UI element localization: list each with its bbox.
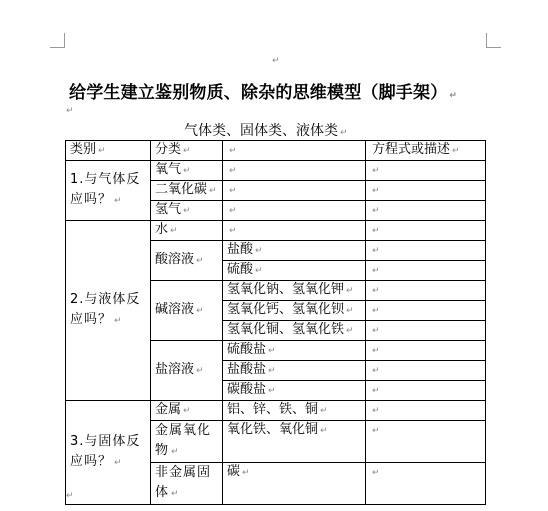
- cell-base-solution: [151, 281, 223, 341]
- cell-salt-item: [223, 361, 366, 381]
- paragraph-mark: ↵: [372, 326, 380, 336]
- paragraph-mark: ↵: [372, 406, 380, 416]
- cell-acid-solution: [151, 241, 223, 281]
- cell-metal-oxide-item: [223, 421, 366, 463]
- cell-equation: [366, 421, 486, 463]
- header-category: [66, 141, 151, 161]
- paragraph-mark: ↵: [320, 406, 328, 416]
- cell-salt-item: [223, 381, 366, 401]
- cell-equation: [366, 181, 486, 201]
- substance-table: [65, 140, 486, 505]
- table-row: [66, 161, 486, 181]
- paragraph-mark: ↵: [372, 306, 380, 316]
- paragraph-mark: ↵: [272, 56, 280, 66]
- paragraph-mark: ↵: [229, 146, 237, 156]
- paragraph-mark: ↵: [171, 447, 180, 457]
- paragraph-mark: ↵: [320, 426, 328, 436]
- paragraph-mark: ↵: [346, 326, 354, 336]
- cell-text: 硫酸: [227, 262, 254, 277]
- cell-text: 水: [155, 222, 169, 237]
- cell-equation: [366, 401, 486, 421]
- category-solid: [66, 401, 151, 505]
- paragraph-mark: ↵: [340, 128, 348, 138]
- paragraph-mark: ↵: [452, 146, 460, 156]
- paragraph-mark: ↵: [372, 426, 380, 436]
- paragraph-mark: ↵: [66, 106, 74, 116]
- cell-equation: [366, 241, 486, 261]
- cell-text: 盐溶液: [155, 362, 195, 377]
- cell-acid-hcl: [223, 241, 366, 261]
- paragraph-mark: ↵: [98, 146, 106, 156]
- paragraph-mark: ↵: [242, 468, 250, 478]
- cell-salt-solution: [151, 341, 223, 401]
- header-equation: [366, 141, 486, 161]
- cell-text: 盐酸盐: [227, 362, 267, 377]
- cell-equation: [366, 341, 486, 361]
- paragraph-mark: ↵: [268, 346, 276, 356]
- table-row: [66, 401, 486, 421]
- cell-text: 非金属固体: [155, 465, 212, 500]
- cell-text: 盐酸: [227, 242, 254, 257]
- cell-text: 硫酸盐: [227, 342, 267, 357]
- paragraph-mark: ↵: [372, 226, 380, 236]
- paragraph-mark: ↵: [449, 91, 458, 101]
- paragraph-mark: ↵: [229, 226, 237, 236]
- paragraph-mark: ↵: [372, 266, 380, 276]
- paragraph-mark: ↵: [196, 306, 204, 316]
- paragraph-mark: ↵: [255, 266, 263, 276]
- paragraph-mark: ↵: [183, 206, 191, 216]
- cell-equation: [366, 301, 486, 321]
- header-category-label: 类别: [70, 142, 97, 157]
- paragraph-mark: ↵: [229, 186, 237, 196]
- paragraph-mark: ↵: [372, 286, 380, 296]
- cell-text: 金属氧化物: [155, 423, 212, 458]
- paragraph-mark: ↵: [346, 286, 354, 296]
- cell-text: 碳: [227, 464, 241, 479]
- paragraph-mark: ↵: [170, 226, 178, 236]
- cell-equation: [366, 281, 486, 301]
- paragraph-mark: ↵: [372, 346, 380, 356]
- cell-metal-oxide: [151, 421, 223, 463]
- paragraph-mark: ↵: [183, 166, 191, 176]
- cell-text: 氢氧化铜、氢氧化铁: [227, 322, 345, 337]
- cell-text: 酸溶液: [155, 252, 195, 267]
- cell-equation: [366, 381, 486, 401]
- cell-water: [151, 221, 223, 241]
- paragraph-mark: ↵: [372, 468, 380, 478]
- paragraph-mark: ↵: [372, 206, 380, 216]
- table-caption: [184, 120, 348, 140]
- paragraph-mark: ↵: [114, 458, 123, 468]
- cell-blank: [223, 181, 366, 201]
- table-caption-text: 气体类、固体类、液体类: [184, 123, 338, 139]
- paragraph-mark: ↵: [114, 316, 123, 326]
- cell-equation: [366, 463, 486, 505]
- paragraph-mark: ↵: [229, 166, 237, 176]
- paragraph-mark: ↵: [66, 491, 74, 501]
- paragraph-mark: ↵: [196, 256, 204, 266]
- header-blank: [223, 141, 366, 161]
- category-liquid-label: 2.与液体反应吗？: [70, 292, 141, 327]
- page-corner-mark-top-right: [486, 33, 501, 48]
- cell-text: 二氧化碳: [155, 182, 208, 197]
- cell-blank: [223, 221, 366, 241]
- category-liquid: [66, 221, 151, 401]
- cell-text: 铝、锌、铁、铜: [227, 402, 319, 417]
- header-classification: [151, 141, 223, 161]
- cell-salt-item: [223, 341, 366, 361]
- cell-equation: [366, 261, 486, 281]
- cell-equation: [366, 161, 486, 181]
- cell-acid-h2so4: [223, 261, 366, 281]
- paragraph-mark: ↵: [372, 366, 380, 376]
- document-title-text: 给学生建立鉴别物质、除杂的思维模型（脚手架）: [69, 83, 448, 103]
- cell-nonmetal: [151, 463, 223, 505]
- cell-base-item: [223, 321, 366, 341]
- paragraph-mark: ↵: [171, 489, 180, 499]
- cell-gas-oxygen: [151, 161, 223, 181]
- cell-equation: [366, 201, 486, 221]
- cell-gas-co2: [151, 181, 223, 201]
- cell-base-item: [223, 281, 366, 301]
- paragraph-mark: ↵: [346, 306, 354, 316]
- paragraph-mark: ↵: [114, 196, 123, 206]
- paragraph-mark: ↵: [183, 406, 191, 416]
- paragraph-mark: ↵: [372, 246, 380, 256]
- cell-equation: [366, 361, 486, 381]
- header-equation-label: 方程式或描述: [372, 142, 451, 157]
- cell-text: 金属: [155, 402, 182, 417]
- cell-text: 碳酸盐: [227, 382, 267, 397]
- paragraph-mark: ↵: [372, 166, 380, 176]
- category-gas-label: 1.与气体反应吗？: [70, 172, 141, 207]
- document-title: [69, 78, 457, 103]
- header-classification-label: 分类: [155, 142, 182, 157]
- cell-metal-item: [223, 401, 366, 421]
- cell-gas-hydrogen: [151, 201, 223, 221]
- category-gas: [66, 161, 151, 221]
- paragraph-mark: ↵: [196, 366, 204, 376]
- cell-text: 氢气: [155, 202, 182, 217]
- category-solid-label: 3.与固体反应吗？: [70, 434, 141, 469]
- cell-metal: [151, 401, 223, 421]
- cell-equation: [366, 321, 486, 341]
- page-corner-mark-top-left: [50, 33, 65, 48]
- table-row: [66, 221, 486, 241]
- cell-equation: [366, 221, 486, 241]
- paragraph-mark: ↵: [255, 246, 263, 256]
- paragraph-mark: ↵: [268, 366, 276, 376]
- table-header-row: [66, 141, 486, 161]
- paragraph-mark: ↵: [372, 386, 380, 396]
- cell-base-item: [223, 301, 366, 321]
- cell-nonmetal-item: [223, 463, 366, 505]
- cell-blank: [223, 201, 366, 221]
- paragraph-mark: ↵: [229, 206, 237, 216]
- paragraph-mark: ↵: [372, 186, 380, 196]
- paragraph-mark: ↵: [268, 386, 276, 396]
- cell-text: 氧气: [155, 162, 182, 177]
- cell-text: 氢氧化钙、氢氧化钡: [227, 302, 345, 317]
- paragraph-mark: ↵: [209, 186, 217, 196]
- cell-text: 碱溶液: [155, 302, 195, 317]
- paragraph-mark: ↵: [183, 146, 191, 156]
- cell-text: 氢氧化钠、氢氧化钾: [227, 282, 345, 297]
- cell-text: 氧化铁、氧化铜: [227, 422, 319, 437]
- cell-blank: [223, 161, 366, 181]
